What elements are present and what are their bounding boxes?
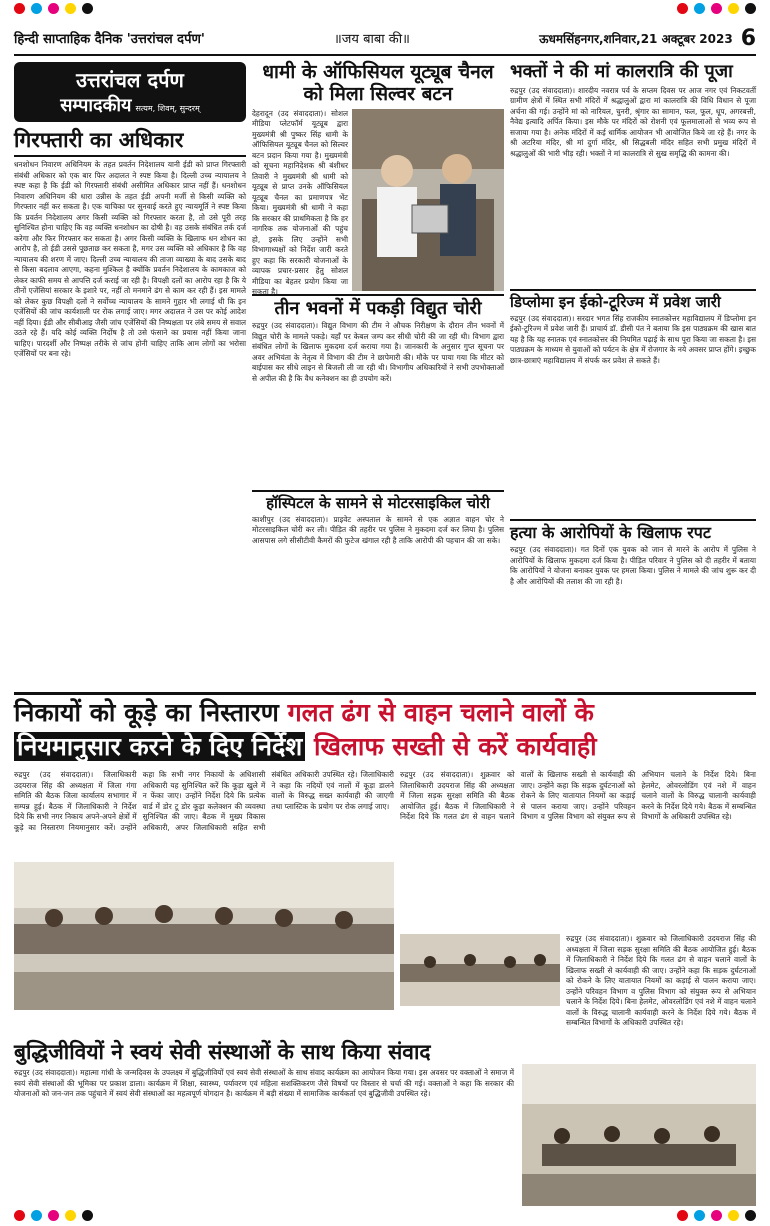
color-dot	[31, 1210, 42, 1221]
banner-line2-black: नियमानुसार करने के दिए निर्देश	[14, 732, 305, 761]
bottom-left-story	[14, 770, 394, 1010]
color-dot	[82, 3, 93, 14]
place-date: ऊधमसिंहनगर,शनिवार,21 अक्टूबर 2023	[539, 31, 733, 46]
photo-image	[14, 862, 394, 1010]
color-dot	[745, 3, 756, 14]
color-dot	[82, 1210, 93, 1221]
banner-line1-red: गलत ढंग से वाहन चलाने वालों के	[287, 698, 594, 727]
editorial-column	[14, 62, 246, 688]
meeting-photo-left	[14, 862, 394, 1010]
color-dot	[48, 3, 59, 14]
editorial-label-bottom: सम्पादकीय	[60, 95, 132, 116]
hospital-headline: हॉस्पिटल के सामने से मोटरसाइकिल चोरी	[266, 494, 490, 513]
footer-color-dots-right	[677, 1210, 756, 1222]
footer-color-dots-left	[14, 1210, 93, 1222]
masthead	[14, 22, 756, 56]
kalaratri-headline: भक्तों ने की मां कालरात्रि की पूजा	[510, 61, 733, 82]
meeting-photo-right	[400, 934, 560, 1006]
color-dot	[65, 3, 76, 14]
color-dot	[728, 1210, 739, 1221]
motto: ॥जय बाबा की॥	[333, 32, 410, 47]
page-number: 6	[740, 25, 756, 51]
color-dot	[694, 3, 705, 14]
color-dot	[677, 3, 688, 14]
divider	[510, 519, 756, 521]
photo-image	[400, 934, 560, 1006]
banner-line2-red: खिलाफ सख्ती से करें कार्यवाही	[313, 732, 597, 761]
ngo-headline: बुद्धिजीवियों ने स्वयं सेवी संस्थाओं के साथ किया संवाद	[14, 1040, 431, 1064]
right-column	[510, 62, 756, 688]
color-dot	[48, 1210, 59, 1221]
top-color-dots-left	[14, 3, 93, 17]
divider	[510, 289, 756, 291]
electricity-body: रुद्रपुर (उद संवाददाता)। विद्युत विभाग की टीम ने औचक निरीक्षण के दौरान तीन भवनों में विद्युत चोरी के मामले पकड़े। यहाँ पर केबल जम्प कर सीधी चोरी की जा रही थी। विभाग द्वारा संबंधित लोगों के खिलाफ मुकदमा दर्ज कराया गया है। जानकारी के अनुसार गुप्त सूचना पर अवर अभियंता के नेतृत्व में विभाग की टीम ने छापेमारी की। मौके पर पाया गया कि मीटर को बाईपास कर सीधे लाइन से बिजली ली जा रही थी। विभागीय अधिकारियों ने सभी उपभोक्ताओं से अपील की है कि वैध कनेक्शन का ही उपयोग करें।	[252, 321, 504, 383]
middle-column	[252, 62, 504, 688]
dhami-headline: धामी के ऑफिसियल यूट्यूब चैनल को मिला सिल्वर बटन	[262, 61, 494, 105]
divider	[252, 490, 504, 492]
color-dot	[711, 3, 722, 14]
editorial-label-top: उत्तरांचल दर्पण	[76, 68, 184, 92]
editorial-body: धनशोधन निवारण अधिनियम के तहत प्रवर्तन निदेशालय यानी ईडी को प्राप्त गिरफ्तारी संबंधी अधिकार को एक बार फिर अदालत ने स्पष्ट किया है। दिल्ली उच्च न्यायालय ने स्पष्ट कहा है कि ईडी को गिरफ्तारी संबंधी असीमित अधिकार प्राप्त नहीं हैं। धनशोधन निवारण अधिनियम की धारा उन्नीस के तहत ईडी अपनी मर्जी से किसी व्यक्ति को गिरफ्तार नहीं कर सकता है। एक याचिका पर सुनवाई करते हुए न्यायमूर्ति ने स्पष्ट किया कि प्रवर्तन निदेशालय अगर किसी व्यक्ति को गिरफ्तार करता है, तो उसे पूरी तरह सुनिश्चित होना चाहिए कि वह व्यक्ति धनशोधन का दोषी है। वह उसके संबंधित तर्क दर्ज करेगा और फिर गिरफ्तार कर सकता है। अगर किसी व्यक्ति के खिलाफ धन शोधन का आरोप है, तो ईडी उससे पूछताछ कर सकता है, मगर उस व्यक्ति को अधिकार है कि वह न्यायालय की शरण में जाए। दिल्ली उच्च न्यायालय की ताजा व्याख्या के बाद उसके बाद से किसा बदलाव आएगा, कहना मुश्किल है क्योंकि प्रवर्तन निदेशालय के कामकाज को लेकर काफी समय से आपत्ति दर्ज कराई जा रही है। विपक्षी दलों का आरोप रहा है कि ये तीनों एजेंसियां सरकार के इशारे पर, नहीं तो मनमाने ढंग से काम कर रही हैं। इस मामले को लेकर कुछ विपक्षी दलों ने सर्वोच्च न्यायालय के सामने गुहार भी लगाई थी कि इन एजेंसियों की जांच कार्यशाली पर रोक लगाई जाए। मगर अदालत ने उस पर कोई आदेश नहीं दिया। ईडी और सीबीआइ जैसी जांच एजेंसियों की निष्पक्षता पर लंबे समय से सवाल उठते रहे हैं। यदि कोई व्यक्ति निर्दोष है तो उसे फंसाने का प्रयास नहीं किया जाना चाहिए। पारदर्शी और निष्पक्ष तरीके से जांच होनी चाहिए ताकि आम लोगों का भरोसा एजेंसियों पर बना रहे।	[14, 160, 246, 359]
color-dot	[677, 1210, 688, 1221]
banner-line1-black: निकायों को कूड़े का निस्तारण	[14, 698, 279, 727]
photo-image	[522, 1064, 756, 1206]
ngo-body: रुद्रपुर (उद संवाददाता)। महात्मा गांधी के जन्मदिवस के उपलक्ष्य में बुद्धिजीवियों एवं स्वयं सेवी संस्थाओं के साथ संवाद कार्यक्रम का आयोजन किया गया। इस अवसर पर वक्ताओं ने समाज में स्वयं सेवी संस्थाओं की भूमिका पर प्रकाश डाला। कार्यक्रम में शिक्षा, स्वास्थ्य, पर्यावरण एवं महिला सशक्तिकरण जैसे विषयों पर विस्तार से चर्चा की गई। वक्ताओं ने कहा कि सरकार की योजनाओं को जन-जन तक पहुंचाने में स्वयं सेवी संस्थाओं का महत्वपूर्ण योगदान है। कार्यक्रम में बड़ी संख्या में सामाजिक कार्यकर्ता एवं बुद्धिजीवी उपस्थित रहे।	[14, 1068, 514, 1099]
color-dot	[711, 1210, 722, 1221]
color-dot	[31, 3, 42, 14]
bottom-right-body-continued: रुद्रपुर (उद संवाददाता)। शुक्रवार को जिलाधिकारी उदयराज सिंह की अध्यक्षता में जिला सड़क सुरक्षा समिति की बैठक आयोजित हुई। बैठक में जिलाधिकारी ने निर्देश दिये कि गलत ढंग से वाहन चलाने वालों के खिलाफ सख्ती से कार्यवाही की जाए। उन्होंने कहा कि सड़क दुर्घटनाओं को रोकने के लिए यातायात नियमों का कड़ाई से पालन कराया जाए। उन्होंने परिवहन विभाग व पुलिस विभाग को संयुक्त रूप से अभियान चलाने के निर्देश दिये। बिना हेलमेट, ओवरलोडिंग एवं नशे में वाहन चलाने वालों के विरुद्ध चालानी कार्यवाही करने के निर्देश दिये गये। बैठक में सम्बन्धित विभागों के अधिकारी उपस्थित रहे।	[566, 934, 756, 1028]
editorial-headline: गिरफ्तारी का अधिकार	[14, 128, 184, 152]
bottom-right-story	[400, 770, 756, 1028]
dhami-photo	[352, 109, 504, 291]
editorial-tagline: सत्यम, शिवम्, सुन्दरम्	[135, 104, 200, 113]
bottom-right-body: रुद्रपुर (उद संवाददाता)। शुक्रवार को जिलाधिकारी उदयराज सिंह की अध्यक्षता में जिला सड़क सुरक्षा समिति की बैठक आयोजित हुई। बैठक में जिलाधिकारी ने निर्देश दिये कि गलत ढंग से वाहन चलाने वालों के खिलाफ सख्ती से कार्यवाही की जाए। उन्होंने कहा कि सड़क दुर्घटनाओं को रोकने के लिए यातायात नियमों का कड़ाई से पालन कराया जाए। उन्होंने परिवहन विभाग व पुलिस विभाग को संयुक्त रूप से अभियान चलाने के निर्देश दिये। बिना हेलमेट, ओवरलोडिंग एवं नशे में वाहन चलाने वालों के विरुद्ध चालानी कार्यवाही करने के निर्देश दिये गये। बैठक में सम्बन्धित विभागों के अधिकारी उपस्थित रहे।	[400, 770, 756, 822]
dhami-body: देहरादून (उद संवाददाता)। सोशल मीडिया प्लेटफॉर्म यूट्यूब द्वारा मुख्यमंत्री श्री पुष्कर सिंह धामी के ऑफिसियल यूट्यूब चैनल को सिल्वर बटन प्रदान किया गया है। मुख्यमंत्री को सूचना महानिदेशक श्री बंशीधर तिवारी ने मुख्यमंत्री श्री धामी को यूट्यूब से प्राप्त उनके ऑफिसियल यूट्यूब चैनल का प्रमाणपत्र भेंट किया। मुख्यमंत्री श्री धामी ने कहा कि सरकार की प्राथमिकता है कि हर नागरिक तक योजनाओं की पहुंच हो, इसके लिए उन्होंने सभी विभागाध्यक्षों को निर्देश जारी करते हुए कहा कि सरकारी योजनाओं के व्यापक प्रचार-प्रसार हेतु सोशल मीडिया का बेहतर प्रयोग किया जा सकता है।	[252, 108, 348, 297]
electricity-headline: तीन भवनों में पकड़ी विद्युत चोरी	[274, 297, 482, 319]
color-dot	[694, 1210, 705, 1221]
color-dot	[745, 1210, 756, 1221]
top-color-dots-right	[677, 3, 756, 17]
kalaratri-body: रुद्रपुर (उद संवाददाता)। शारदीय नवरात्र पर्व के सप्तम दिवस पर आज नगर एवं निकटवर्ती ग्रामीण क्षेत्रों में स्थित सभी मंदिरों में श्रद्धालुओं द्वारा मां कालरात्रि की विधि विधान से पूजा अर्चना की गई। उन्होंने मां को नारियल, चुनरी, श्रृंगार का सामान, फल, फूल, धूप, अगरबत्ती, नैवेद्य इत्यादि अर्पित किया। इस मौके पर मंदिरों को रोशनी एवं फूलमालाओं से भव्य रूप से सजाया गया है। अनेक मंदिरों में कई धार्मिक आयोजन भी आयोजित किये जा रहे हैं। नगर के श्री अटरिया मंदिर, श्री मां दुर्गा मंदिर, श्री सिद्धबली मंदिर सहित सभी प्रमुख मंदिरों में श्रद्धालुओं की भारी भीड़ रही। भक्तों ने मां कालरात्रि से सुख समृद्धि की कामना की।	[510, 85, 756, 158]
divider	[14, 155, 246, 157]
editorial-label	[14, 62, 246, 122]
paper-name: हिन्दी साप्ताहिक दैनिक 'उत्तरांचल दर्पण'	[14, 32, 205, 47]
color-dot	[728, 3, 739, 14]
banner-headline	[14, 692, 756, 768]
fir-body: रुद्रपुर (उद संवाददाता)। गत दिनों एक युवक को जान से मारने के आरोप में पुलिस ने आरोपियों के खिलाफ मुकदमा दर्ज किया है। पीड़ित परिवार ने पुलिस को दी तहरीर में बताया कि आरोपियों ने योजना बनाकर युवक पर हमला किया। पुलिस ने मामले की जांच शुरू कर दी है और आरोपियों की तलाश की जा रही है।	[510, 545, 756, 586]
color-dot	[14, 3, 25, 14]
fir-headline: हत्या के आरोपियों के खिलाफ रपट	[510, 522, 711, 542]
ecotourism-body: रुद्रपुर (उद संवाददाता)। सरदार भगत सिंह राजकीय स्नातकोत्तर महाविद्यालय में डिप्लोमा इन ईको-टूरिज्म में प्रवेश जारी हैं। प्राचार्य डॉ. डीसी पंत ने बताया कि इस पाठ्यक्रम की खास बात यह है कि यह स्नातक एवं स्नातकोत्तर की नियमित पढ़ाई के साथ पूरा किया जा सकता है। इस पाठ्यक्रम के माध्यम से युवाओं को पर्यटन के क्षेत्र में रोजगार के नये अवसर प्राप्त होंगे। इच्छुक छात्र-छात्राएं महाविद्यालय में संपर्क कर प्रवेश ले सकते हैं।	[510, 313, 756, 365]
color-dot	[14, 1210, 25, 1221]
divider	[252, 294, 504, 296]
color-dot	[65, 1210, 76, 1221]
ngo-photo	[522, 1064, 756, 1206]
photo-image	[352, 109, 504, 291]
bottom-left-body-top: रुद्रपुर (उद संवाददाता)। जिलाधिकारी उदयराज सिंह की अध्यक्षता में जिला गंगा समिति की बैठक जिला कार्यालय सभागार में सम्पन्न हुई। बैठक में जिलाधिकारी ने निर्देश दिये कि सभी नगर निकाय अपने-अपने क्षेत्रों में कूड़े का निस्तारण नियमानुसार करें। उन्होंने कहा कि सभी नगर निकायों के अधिशासी अधिकारी यह सुनिश्चित करें कि कूड़ा खुले में न फेंका जाए। उन्होंने निर्देश दिये कि प्रत्येक वार्ड में डोर टू डोर कूड़ा कलेक्शन की व्यवस्था सुनिश्चित की जाए। बैठक में मुख्य विकास अधिकारी, अपर जिलाधिकारी सहित सभी संबंधित अधिकारी उपस्थित रहे। जिलाधिकारी ने कहा कि नदियों एवं नालों में कूड़ा डालने वालों के विरुद्ध सख्त कार्यवाही की जाएगी तथा प्लास्टिक के प्रयोग पर रोक लगाई जाए।	[14, 770, 394, 832]
hospital-body: काशीपुर (उद संवाददाता)। प्राइवेट अस्पताल के सामने से एक अज्ञात वाहन चोर ने मोटरसाइकिल चोरी कर ली। पीड़ित की तहरीर पर पुलिस ने मुकदमा दर्ज कर लिया है। पुलिस आसपास लगे सीसीटीवी कैमरों की फुटेज खंगाल रही है ताकि आरोपी की पहचान की जा सके।	[252, 514, 504, 545]
ecotourism-headline: डिप्लोमा इन ईको-टूरिज्म में प्रवेश जारी	[510, 292, 721, 311]
